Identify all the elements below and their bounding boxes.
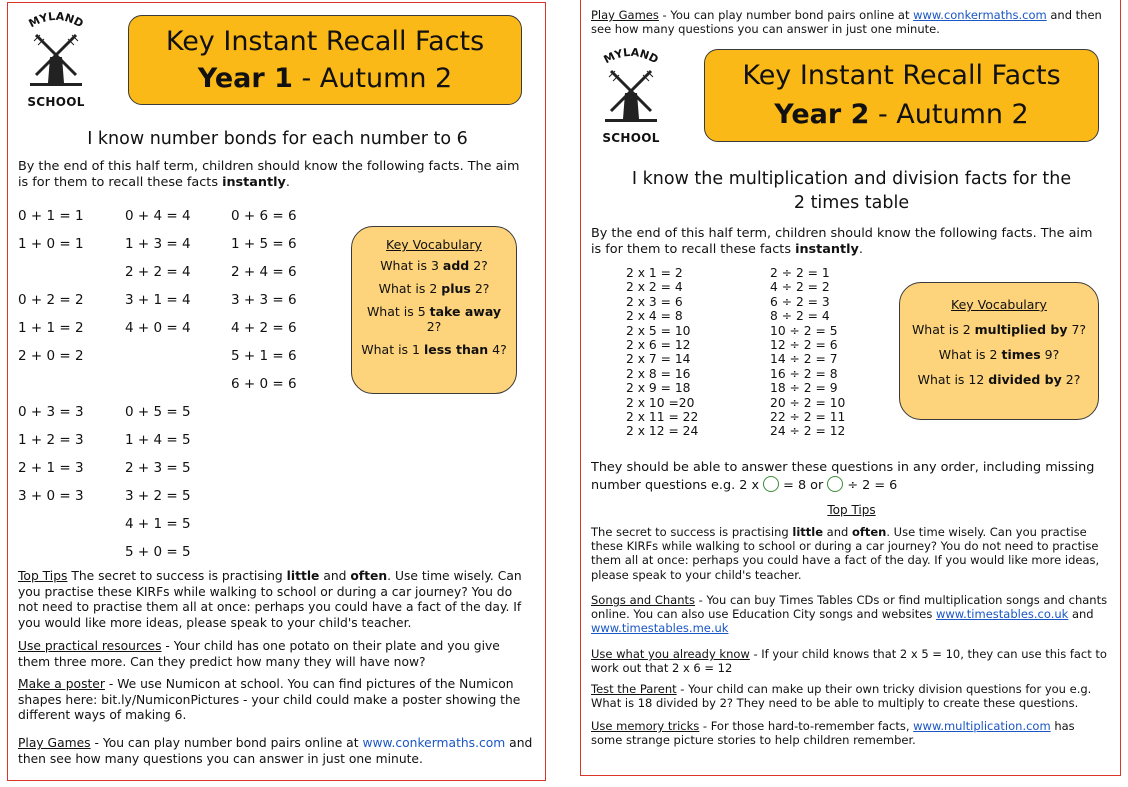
windmill-icon (26, 29, 86, 89)
memory-tricks-paragraph: Use memory tricks - For those hard-to-remember facts, www.multiplication.com has some strange picture stories to help children remember. (591, 719, 1075, 748)
intro-text: By the end of this half term, children should know the following facts. The aim is for them to recall these facts instantly. (591, 226, 1093, 257)
practical-resources-paragraph: Use practical resources - Your child has one potato on their plate and you give them three more. Can they predict how many they will have now? (18, 639, 500, 669)
page-heading: I know the multiplication and division facts for the 2 times table (631, 169, 1072, 213)
fact: 2 x 10 =20 (626, 395, 695, 410)
school-logo (16, 11, 96, 109)
fact: 2 x 1 = 2 (626, 266, 683, 280)
fact: 2 x 8 = 16 (626, 366, 691, 381)
fact: 2 ÷ 2 = 1 (770, 266, 830, 280)
fact: 2 + 1 = 3 (18, 460, 84, 476)
school-logo (591, 47, 671, 145)
blank-circle-icon (763, 476, 779, 492)
key-vocabulary-box (899, 282, 1099, 420)
division-facts (770, 266, 845, 439)
any-order-text: They should be able to answer these questions in any order, including missing number questions e.g. 2 x = 8 or ÷ 2 = 6 (591, 460, 1095, 493)
fact: 20 ÷ 2 = 10 (770, 395, 846, 410)
vocab-line: What is 5 take away 2? (366, 304, 502, 334)
intro-text: By the end of this half term, children should know the following facts. The aim is for them to recall these facts instantly. (18, 159, 520, 190)
fact: 2 x 11 = 22 (626, 410, 699, 425)
vocab-line: What is 12 divided by 2? (917, 372, 1081, 387)
fact: 1 + 3 = 4 (125, 236, 191, 252)
play-games-paragraph: Play Games - You can play number bond pairs online at www.conkermaths.com and then see how many questions you can answer in just one minute. (18, 736, 533, 766)
fact: 4 + 1 = 5 (125, 516, 191, 532)
year2-sheet (580, 0, 1121, 776)
fact: 4 ÷ 2 = 2 (770, 280, 830, 295)
page-heading: I know number bonds for each number to 6 (87, 129, 468, 149)
fact: 3 + 1 = 4 (125, 292, 191, 308)
fact: 2 x 5 = 10 (626, 323, 691, 338)
fact: 0 + 3 = 3 (18, 404, 84, 420)
timestables-co-uk-link[interactable]: www.timestables.co.uk (935, 607, 1069, 622)
title-line2: Year 2 - Autumn 2 (774, 99, 1029, 130)
fact: 1 + 0 = 1 (18, 236, 84, 252)
fact: 5 + 1 = 6 (231, 348, 297, 364)
fact: 0 + 1 = 1 (18, 208, 84, 224)
vocab-line: What is 1 less than 4? (361, 342, 507, 357)
fact: 1 + 2 = 3 (18, 432, 84, 448)
fact: 2 + 2 = 4 (125, 264, 191, 280)
key-vocabulary-box (351, 226, 517, 394)
fact: 0 + 4 = 4 (125, 208, 191, 224)
timestables-me-uk-link[interactable]: www.timestables.me.uk (591, 621, 729, 636)
logo-arc-text (591, 47, 671, 71)
fact: 12 ÷ 2 = 6 (770, 338, 838, 353)
fact: 10 ÷ 2 = 5 (770, 323, 838, 338)
fact: 18 ÷ 2 = 9 (770, 381, 838, 396)
play-games-top-paragraph: Play Games - You can play number bond pairs online at www.conkermaths.com and then see how many questions you can answer in just one minute. (591, 8, 1102, 37)
make-a-poster-paragraph: Make a poster - We use Numicon at school. You can find pictures of the Numicon shapes here: bit.ly/NumiconPictures - your child could make a poster showing the different ways of making 6. (18, 677, 521, 722)
fact: 0 + 5 = 5 (125, 404, 191, 420)
title-line1: Key Instant Recall Facts (165, 26, 485, 57)
fact: 2 x 6 = 12 (626, 338, 691, 353)
use-what-you-know-paragraph: Use what you already know - If your child knows that 2 x 5 = 10, they can use this fact to work out that 2 x 6 = 12 (591, 647, 1107, 676)
multiplication-facts (626, 266, 698, 439)
fact: 0 + 6 = 6 (231, 208, 297, 224)
test-the-parent-paragraph: Test the Parent - Your child can make up their own tricky division questions for you e.g. What is 18 divided by 2? They need to be able to multiply to create these questions. (591, 682, 1092, 711)
fact: 4 + 0 = 4 (125, 320, 191, 336)
top-tips-heading: Top Tips (827, 503, 876, 517)
vocab-line: What is 3 add 2? (380, 258, 488, 273)
windmill-icon (601, 65, 661, 125)
conkermaths-link[interactable]: www.conkermaths.com (913, 8, 1047, 22)
fact: 3 + 3 = 6 (231, 292, 297, 308)
fact: 2 x 12 = 24 (626, 424, 699, 439)
fact: 16 ÷ 2 = 8 (770, 366, 838, 381)
fact: 22 ÷ 2 = 11 (770, 410, 846, 425)
logo-arc-text (16, 11, 96, 35)
fact: 3 + 2 = 5 (125, 488, 191, 504)
svg-text:MYLAND: MYLAND (26, 11, 86, 31)
fact: 1 + 1 = 2 (18, 320, 84, 336)
svg-text:MYLAND: MYLAND (601, 47, 661, 67)
fact: 3 + 0 = 3 (18, 488, 84, 504)
top-tips-paragraph: Top Tips The secret to success is practising little and often. Use time wisely. Can you practise these KIRFs while walking to school or during a car journey? You do not need to practise them all at once: perhaps you could have a fact of the day. If you would like more ideas, please speak to your child's teacher. (18, 569, 522, 630)
fact: 14 ÷ 2 = 7 (770, 352, 838, 367)
title-line2: Year 1 - Autumn 2 (197, 63, 453, 94)
fact: 1 + 5 = 6 (231, 236, 297, 252)
logo-school-text: SCHOOL (27, 95, 85, 109)
fact: 5 + 0 = 5 (125, 544, 191, 560)
fact: 6 + 0 = 6 (231, 376, 297, 392)
fact: 2 + 4 = 6 (231, 264, 297, 280)
vocab-line: What is 2 times 9? (938, 347, 1060, 362)
title-box (128, 15, 522, 105)
vocab-heading: Key Vocabulary (386, 237, 482, 252)
vocab-heading: Key Vocabulary (951, 297, 1047, 312)
fact: 0 + 2 = 2 (18, 292, 84, 308)
songs-and-chants-paragraph: Songs and Chants - You can buy Times Tables CDs or find multiplication songs and chants online. You can also use Education City songs and websites www.timestables.co.uk and www.timestables.me.uk (591, 593, 1108, 636)
vocab-line: What is 2 plus 2? (378, 281, 490, 296)
title-box (704, 49, 1099, 142)
title-line1: Key Instant Recall Facts (742, 60, 1061, 91)
top-tips-paragraph: The secret to success is practising little and often. Use time wisely. Can you practise these KIRFs while walking to school or during a car journey? You do not need to practise them all at once: perhaps you could have a fact of the day. If you would like more ideas, please speak to your child's teacher. (591, 525, 1100, 582)
vocab-line: What is 2 multiplied by 7? (911, 322, 1087, 337)
fact: 2 + 0 = 2 (18, 348, 84, 364)
fact: 2 + 3 = 5 (125, 460, 191, 476)
fact: 24 ÷ 2 = 12 (770, 424, 846, 439)
fact: 4 + 2 = 6 (231, 320, 297, 336)
multiplication-com-link[interactable]: www.multiplication.com (913, 719, 1051, 733)
fact: 8 ÷ 2 = 4 (770, 309, 830, 324)
fact: 2 x 3 = 6 (626, 294, 683, 309)
fact: 6 ÷ 2 = 3 (770, 294, 830, 309)
conkermaths-link[interactable]: www.conkermaths.com (362, 736, 506, 750)
year1-sheet (7, 2, 546, 781)
fact: 2 x 4 = 8 (626, 309, 683, 324)
fact: 2 x 9 = 18 (626, 381, 691, 396)
fact: 1 + 4 = 5 (125, 432, 191, 448)
fact: 2 x 7 = 14 (626, 352, 691, 367)
blank-circle-icon (827, 476, 843, 492)
logo-school-text: SCHOOL (602, 131, 660, 145)
fact: 2 x 2 = 4 (626, 280, 683, 295)
